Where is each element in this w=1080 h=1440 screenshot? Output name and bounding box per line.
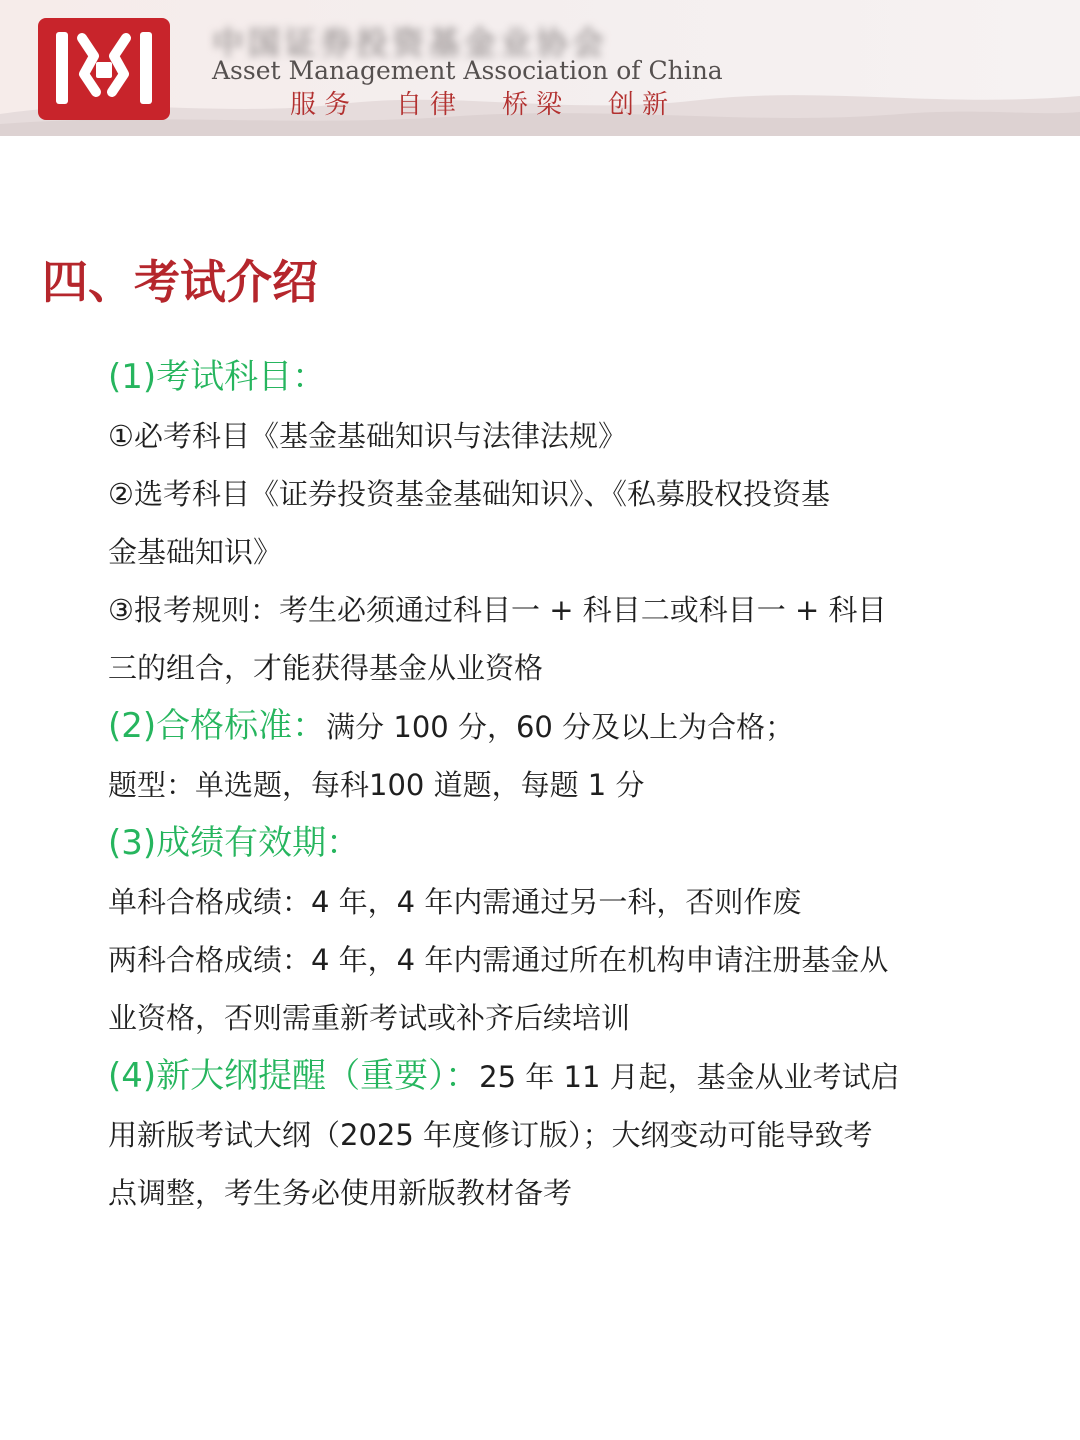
- pass-standard-heading: (2)合格标准：: [108, 706, 327, 746]
- association-logo-icon: [34, 16, 174, 122]
- validity-heading: (3)成绩有效期：: [108, 823, 361, 863]
- new-syllabus-line-3: 点调整，考生务必使用新版教材备考: [108, 1176, 573, 1210]
- two-subject-validity-line-2: 业资格，否则需重新考试或补齐后续培训: [108, 1001, 631, 1035]
- new-syllabus-line-2: 用新版考试大纲（2025 年度修订版）；大纲变动可能导致考: [108, 1118, 873, 1152]
- slogan-innovation: 创新: [608, 90, 677, 120]
- exam-intro-content: [108, 348, 988, 1222]
- slogan-bridge: 桥梁: [502, 90, 571, 120]
- header-banner: [0, 0, 1080, 136]
- exam-rule-line-1: ③报考规则：考生必须通过科目一 + 科目二或科目一 + 科目: [108, 593, 887, 627]
- exam-rule-line-2: 三的组合，才能获得基金从业资格: [108, 651, 544, 685]
- pass-standard-text: 满分 100 分，60 分及以上为合格；: [326, 710, 795, 744]
- question-type: 题型：单选题，每科100 道题，每题 1 分: [108, 768, 645, 802]
- section-title: 四、考试介绍: [42, 255, 318, 309]
- slogan-service: 服务: [290, 90, 359, 120]
- elective-subject-line-2: 金基础知识》: [108, 535, 283, 569]
- single-subject-validity: 单科合格成绩：4 年，4 年内需通过另一科，否则作废: [108, 885, 802, 919]
- new-syllabus-heading: (4)新大纲提醒（重要）：: [108, 1056, 480, 1096]
- subject-heading-line: [108, 348, 988, 407]
- elective-subject-line-1: ②选考科目《证券投资基金基础知识》、《私募股权投资基: [108, 477, 830, 511]
- new-syllabus-text: 25 年 11 月起，基金从业考试启: [479, 1060, 900, 1094]
- two-subject-validity-line-1: 两科合格成绩：4 年，4 年内需通过所在机构申请注册基金从: [108, 943, 889, 977]
- validity-heading-line: [108, 814, 988, 873]
- slogan-self-discipline: 自律: [396, 90, 465, 120]
- org-name-chinese: 中国证券投资基金业协会: [212, 24, 609, 58]
- required-subject: ①必考科目《基金基础知识与法律法规》: [108, 419, 627, 453]
- slogan-row: [290, 84, 676, 121]
- pass-standard-line: [108, 697, 988, 756]
- subject-heading: (1)考试科目：: [108, 357, 327, 397]
- org-name-english: Asset Management Association of China: [212, 56, 723, 85]
- new-syllabus-line-1: [108, 1047, 988, 1106]
